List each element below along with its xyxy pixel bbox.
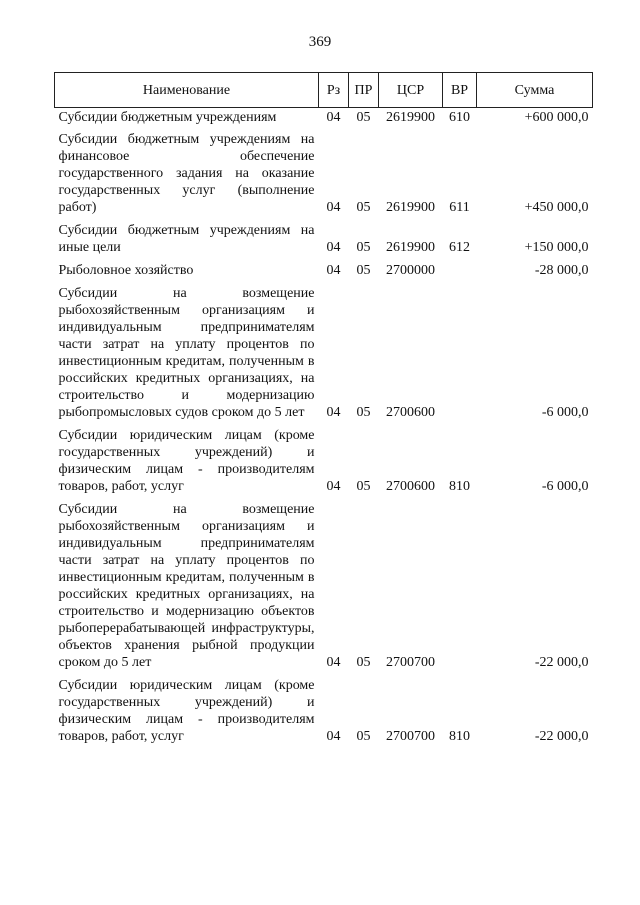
cell-rz: 04 [326, 479, 341, 494]
budget-table [54, 72, 593, 751]
header-name: Наименование [55, 73, 319, 108]
table-row [55, 108, 593, 132]
cell-name: Субсидии юридическим лицам (кроме государственных учреждений) и физическим лицам - производителям товаров, работ, услуг [58, 428, 315, 494]
table-row [55, 131, 593, 222]
cell-pr: 05 [356, 240, 371, 255]
cell-pr: 05 [356, 405, 371, 420]
cell-vr [443, 262, 477, 285]
table-row [55, 501, 593, 677]
cell-csr: 2619900 [386, 200, 435, 215]
cell-csr: 2619900 [386, 240, 435, 255]
cell-vr: 611 [449, 200, 470, 215]
cell-vr: 610 [449, 110, 470, 125]
cell-rz: 04 [326, 240, 341, 255]
table-row [55, 677, 593, 751]
cell-pr: 05 [356, 479, 371, 494]
header-pr: ПР [349, 73, 379, 108]
table-body [55, 108, 593, 752]
header-sum: Сумма [477, 73, 593, 108]
cell-sum: +150 000,0 [524, 240, 589, 255]
cell-vr [443, 501, 477, 677]
cell-vr [443, 285, 477, 427]
cell-sum: -22 000,0 [534, 729, 589, 744]
cell-pr: 05 [356, 263, 371, 278]
table-row [55, 285, 593, 427]
cell-sum: -6 000,0 [541, 405, 589, 420]
cell-csr: 2700600 [386, 479, 435, 494]
cell-csr: 2700600 [386, 405, 435, 420]
cell-vr: 612 [449, 240, 470, 255]
cell-csr: 2619900 [386, 110, 435, 125]
header-vr: ВР [443, 73, 477, 108]
header-rz: Рз [319, 73, 349, 108]
cell-rz: 04 [326, 729, 341, 744]
table-row [55, 262, 593, 285]
cell-pr: 05 [356, 729, 371, 744]
cell-name: Субсидии бюджетным учреждениям [58, 110, 277, 125]
cell-name: Субсидии бюджетным учреждениям на финансовое обеспечение государственного задания на оказание государственных услуг (выполнение работ) [58, 132, 315, 215]
cell-pr: 05 [356, 200, 371, 215]
header-csr: ЦСР [379, 73, 443, 108]
cell-sum: +450 000,0 [524, 200, 589, 215]
cell-rz: 04 [326, 263, 341, 278]
cell-pr: 05 [356, 655, 371, 670]
cell-rz: 04 [326, 110, 341, 125]
cell-rz: 04 [326, 405, 341, 420]
cell-name: Субсидии бюджетным учреждениям на иные цели [58, 223, 315, 255]
cell-csr: 2700700 [386, 655, 435, 670]
cell-csr: 2700000 [386, 263, 435, 278]
cell-vr: 810 [449, 729, 470, 744]
table-header-row [55, 73, 593, 108]
cell-name: Субсидии юридическим лицам (кроме государственных учреждений) и физическим лицам - производителям товаров, работ, услуг [58, 678, 315, 744]
cell-sum: -6 000,0 [541, 479, 589, 494]
cell-name: Субсидии на возмещение рыбохозяйственным организациям и индивидуальным предпринимателям части затрат на уплату процентов по инвестиционным кредитам, полученным в российских кредитных организациях, на строительство и модернизацию объектов рыбоперерабатывающей инфраструктуры, объектов хранения рыбной продукции сроком до 5 лет [58, 502, 315, 670]
cell-name: Рыболовное хозяйство [58, 263, 194, 278]
cell-sum: -28 000,0 [534, 263, 589, 278]
cell-sum: -22 000,0 [534, 655, 589, 670]
cell-csr: 2700700 [386, 729, 435, 744]
cell-rz: 04 [326, 200, 341, 215]
cell-rz: 04 [326, 655, 341, 670]
page-number: 369 [308, 34, 332, 50]
cell-name: Субсидии на возмещение рыбохозяйственным организациям и индивидуальным предпринимателям части затрат на уплату процентов по инвестиционным кредитам, полученным в российских кредитных организациях, на строительство и модернизацию рыбопромысловых судов сроком до 5 лет [58, 286, 315, 420]
table-row [55, 222, 593, 262]
cell-sum: +600 000,0 [524, 110, 589, 125]
table-row [55, 427, 593, 501]
cell-pr: 05 [356, 110, 371, 125]
cell-vr: 810 [449, 479, 470, 494]
